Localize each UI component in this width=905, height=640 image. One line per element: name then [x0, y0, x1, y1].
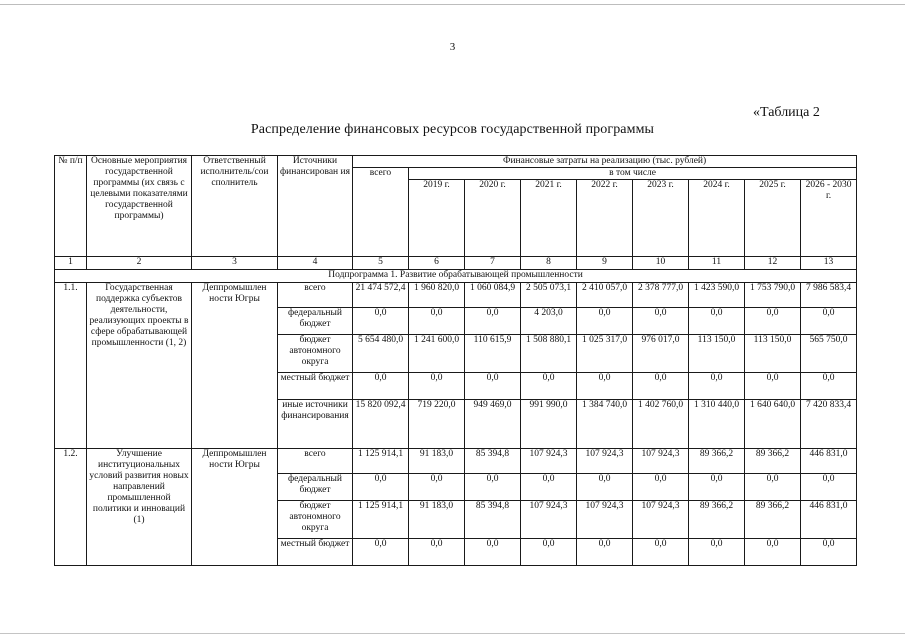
- value-cell: 0,0: [353, 373, 409, 400]
- value-cell: 0,0: [633, 308, 689, 335]
- funding-source: иные источники финансирования: [278, 400, 353, 449]
- value-cell: 976 017,0: [633, 335, 689, 373]
- document-title: Распределение финансовых ресурсов государственной программы: [250, 122, 655, 137]
- value-cell: 0,0: [465, 373, 521, 400]
- column-number: 12: [745, 257, 801, 270]
- value-cell: 0,0: [689, 474, 745, 501]
- value-cell: 0,0: [745, 474, 801, 501]
- value-cell: 2 378 777,0: [633, 283, 689, 308]
- header-number: № п/п: [55, 156, 87, 257]
- header-year: 2024 г.: [689, 180, 745, 257]
- value-cell: 0,0: [353, 539, 409, 566]
- value-cell: 0,0: [577, 308, 633, 335]
- value-cell: 2 410 057,0: [577, 283, 633, 308]
- value-cell: 91 183,0: [409, 449, 465, 474]
- value-cell: 1 060 084,9: [465, 283, 521, 308]
- value-cell: 719 220,0: [409, 400, 465, 449]
- value-cell: 7 986 583,4: [801, 283, 857, 308]
- value-cell: 446 831,0: [801, 501, 857, 539]
- value-cell: 107 924,3: [577, 449, 633, 474]
- value-cell: 0,0: [465, 539, 521, 566]
- value-cell: 0,0: [633, 539, 689, 566]
- funding-source: бюджет автономного округа: [278, 335, 353, 373]
- header-including: в том числе: [409, 168, 857, 180]
- value-cell: 0,0: [521, 474, 577, 501]
- header-year: 2025 г.: [745, 180, 801, 257]
- value-cell: 1 310 440,0: [689, 400, 745, 449]
- funding-source: федеральный бюджет: [278, 474, 353, 501]
- value-cell: 949 469,0: [465, 400, 521, 449]
- header-fin-costs: Финансовые затраты на реализацию (тыс. рублей): [353, 156, 857, 168]
- subprogram-title: Подпрограмма 1. Развитие обрабатывающей промышленности: [55, 270, 857, 283]
- value-cell: 0,0: [409, 373, 465, 400]
- value-cell: 0,0: [633, 474, 689, 501]
- value-cell: 89 366,2: [689, 501, 745, 539]
- value-cell: 1 423 590,0: [689, 283, 745, 308]
- value-cell: 446 831,0: [801, 449, 857, 474]
- header-executor: Ответственный исполнитель/сои сполнитель: [192, 156, 278, 257]
- value-cell: 0,0: [577, 373, 633, 400]
- value-cell: 110 615,9: [465, 335, 521, 373]
- value-cell: 91 183,0: [409, 501, 465, 539]
- value-cell: 0,0: [689, 539, 745, 566]
- value-cell: 0,0: [689, 308, 745, 335]
- value-cell: 0,0: [409, 539, 465, 566]
- funding-source: местный бюджет: [278, 373, 353, 400]
- table-row: [55, 283, 857, 308]
- value-cell: 0,0: [465, 474, 521, 501]
- scan-edge-top: [0, 4, 905, 5]
- value-cell: 85 394,8: [465, 449, 521, 474]
- table-label: «Таблица 2: [753, 105, 820, 120]
- funding-source: всего: [278, 283, 353, 308]
- column-number: 3: [192, 257, 278, 270]
- measure-executor: Деппромышлен ности Югры: [192, 283, 278, 449]
- finance-table: [54, 155, 857, 566]
- value-cell: 0,0: [801, 474, 857, 501]
- value-cell: 113 150,0: [689, 335, 745, 373]
- value-cell: 1 384 740,0: [577, 400, 633, 449]
- value-cell: 0,0: [353, 474, 409, 501]
- value-cell: 4 203,0: [521, 308, 577, 335]
- value-cell: 0,0: [745, 373, 801, 400]
- value-cell: 1 125 914,1: [353, 501, 409, 539]
- funding-source: всего: [278, 449, 353, 474]
- column-number: 9: [577, 257, 633, 270]
- table-header: [55, 156, 857, 270]
- value-cell: 107 924,3: [521, 449, 577, 474]
- header-sources: Источники финансирован ия: [278, 156, 353, 257]
- value-cell: 0,0: [745, 539, 801, 566]
- value-cell: 107 924,3: [633, 501, 689, 539]
- header-year: 2020 г.: [465, 180, 521, 257]
- value-cell: 1 125 914,1: [353, 449, 409, 474]
- value-cell: 0,0: [465, 308, 521, 335]
- value-cell: 0,0: [689, 373, 745, 400]
- value-cell: 0,0: [409, 308, 465, 335]
- page-number: 3: [449, 41, 456, 53]
- value-cell: 0,0: [633, 373, 689, 400]
- value-cell: 107 924,3: [577, 501, 633, 539]
- header-total: всего: [353, 168, 409, 257]
- column-number: 5: [353, 257, 409, 270]
- column-number: 6: [409, 257, 465, 270]
- value-cell: 85 394,8: [465, 501, 521, 539]
- value-cell: 565 750,0: [801, 335, 857, 373]
- value-cell: 0,0: [745, 308, 801, 335]
- funding-source: бюджет автономного округа: [278, 501, 353, 539]
- value-cell: 89 366,2: [689, 449, 745, 474]
- value-cell: 1 025 317,0: [577, 335, 633, 373]
- table-row: [55, 449, 857, 474]
- column-numbers-row: [55, 257, 857, 270]
- header-year: 2023 г.: [633, 180, 689, 257]
- value-cell: 0,0: [521, 373, 577, 400]
- scan-edge-bottom: [0, 633, 905, 634]
- value-cell: 107 924,3: [633, 449, 689, 474]
- measure-name: Улучшение институциональных условий развития новых направлений промышленной политики и инноваций (1): [87, 449, 192, 566]
- column-number: 13: [801, 257, 857, 270]
- value-cell: 1 508 880,1: [521, 335, 577, 373]
- value-cell: 0,0: [353, 308, 409, 335]
- header-measures: Основные мероприятия государственной программы (их связь с целевыми показателями государственной программы): [87, 156, 192, 257]
- value-cell: 5 654 480,0: [353, 335, 409, 373]
- measure-number: 1.1.: [55, 283, 87, 449]
- value-cell: 89 366,2: [745, 449, 801, 474]
- value-cell: 0,0: [409, 474, 465, 501]
- measure-name: Государственная поддержка субъектов деятельности, реализующих проекты в сфере обрабатывающей промышленности (1, 2): [87, 283, 192, 449]
- value-cell: 21 474 572,4: [353, 283, 409, 308]
- value-cell: 89 366,2: [745, 501, 801, 539]
- column-number: 10: [633, 257, 689, 270]
- value-cell: 0,0: [801, 308, 857, 335]
- value-cell: 1 402 760,0: [633, 400, 689, 449]
- header-year: 2021 г.: [521, 180, 577, 257]
- value-cell: 2 505 073,1: [521, 283, 577, 308]
- header-year: 2019 г.: [409, 180, 465, 257]
- column-number: 1: [55, 257, 87, 270]
- value-cell: 107 924,3: [521, 501, 577, 539]
- column-number: 8: [521, 257, 577, 270]
- value-cell: 1 241 600,0: [409, 335, 465, 373]
- header-year: 2022 г.: [577, 180, 633, 257]
- funding-source: федеральный бюджет: [278, 308, 353, 335]
- value-cell: 0,0: [577, 474, 633, 501]
- subprogram-row: [55, 270, 857, 283]
- column-number: 2: [87, 257, 192, 270]
- value-cell: 0,0: [801, 539, 857, 566]
- value-cell: 1 753 790,0: [745, 283, 801, 308]
- value-cell: 0,0: [577, 539, 633, 566]
- header-year: 2026 - 2030 г.: [801, 180, 857, 257]
- value-cell: 991 990,0: [521, 400, 577, 449]
- value-cell: 1 960 820,0: [409, 283, 465, 308]
- value-cell: 0,0: [521, 539, 577, 566]
- column-number: 7: [465, 257, 521, 270]
- measure-executor: Деппромышлен ности Югры: [192, 449, 278, 566]
- value-cell: 113 150,0: [745, 335, 801, 373]
- column-number: 4: [278, 257, 353, 270]
- value-cell: 1 640 640,0: [745, 400, 801, 449]
- value-cell: 0,0: [801, 373, 857, 400]
- value-cell: 15 820 092,4: [353, 400, 409, 449]
- column-number: 11: [689, 257, 745, 270]
- value-cell: 7 420 833,4: [801, 400, 857, 449]
- funding-source: местный бюджет: [278, 539, 353, 566]
- measure-number: 1.2.: [55, 449, 87, 566]
